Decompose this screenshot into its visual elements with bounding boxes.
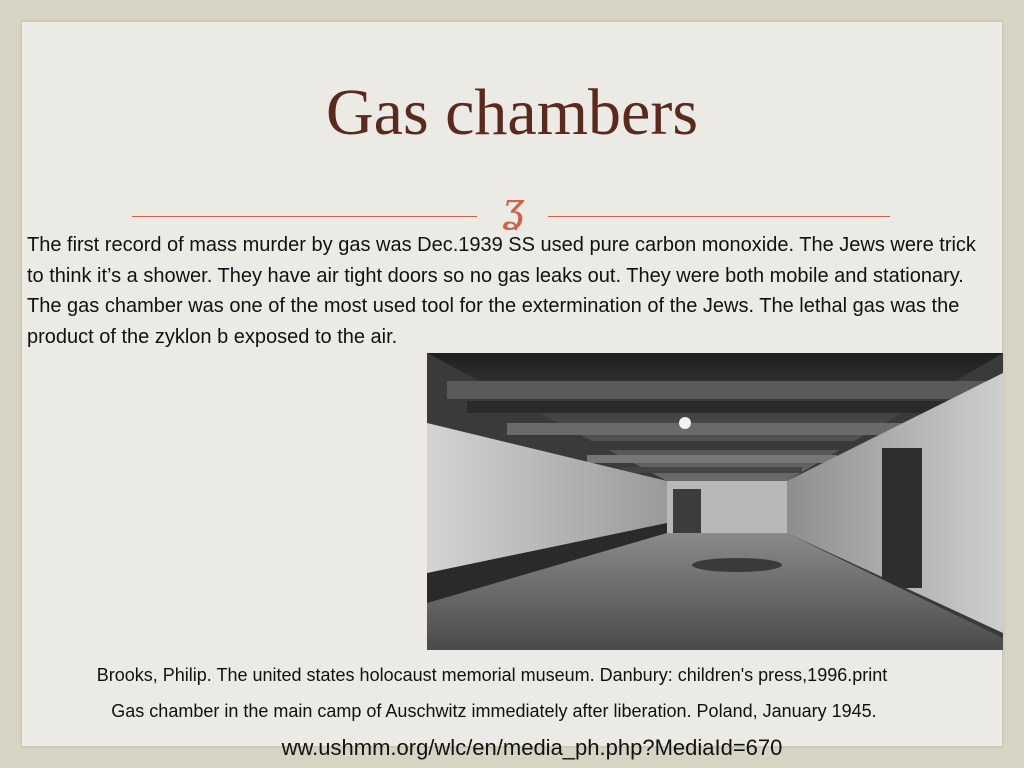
citation: Brooks, Philip. The united states holocaust memorial museum. Danbury: children's press,1996.print: [96, 665, 888, 685]
photo-caption: Gas chamber in the main camp of Auschwitz immediately after liberation. Poland, January 1945.: [111, 701, 877, 721]
photo-source-url: ww.ushmm.org/wlc/en/media_ph.php?MediaId=670: [281, 735, 783, 760]
slide-title: Gas chambers: [325, 76, 699, 149]
divider-right: [548, 216, 890, 217]
gas-chamber-photo: [427, 353, 1003, 650]
body-paragraph: The first record of mass murder by gas was Dec.1939 SS used pure carbon monoxide. The Jews were trick to think it’s a shower. They have air tight doors so no gas leaks out. They were both mobile and stationary. The gas chamber was one of the most used tool for the extermination of the Jews. The lethal gas was the product of the zyklon b exposed to the air.: [27, 234, 976, 348]
divider-left: [132, 216, 477, 217]
scroll-ornament-icon: ʓ: [501, 185, 525, 231]
